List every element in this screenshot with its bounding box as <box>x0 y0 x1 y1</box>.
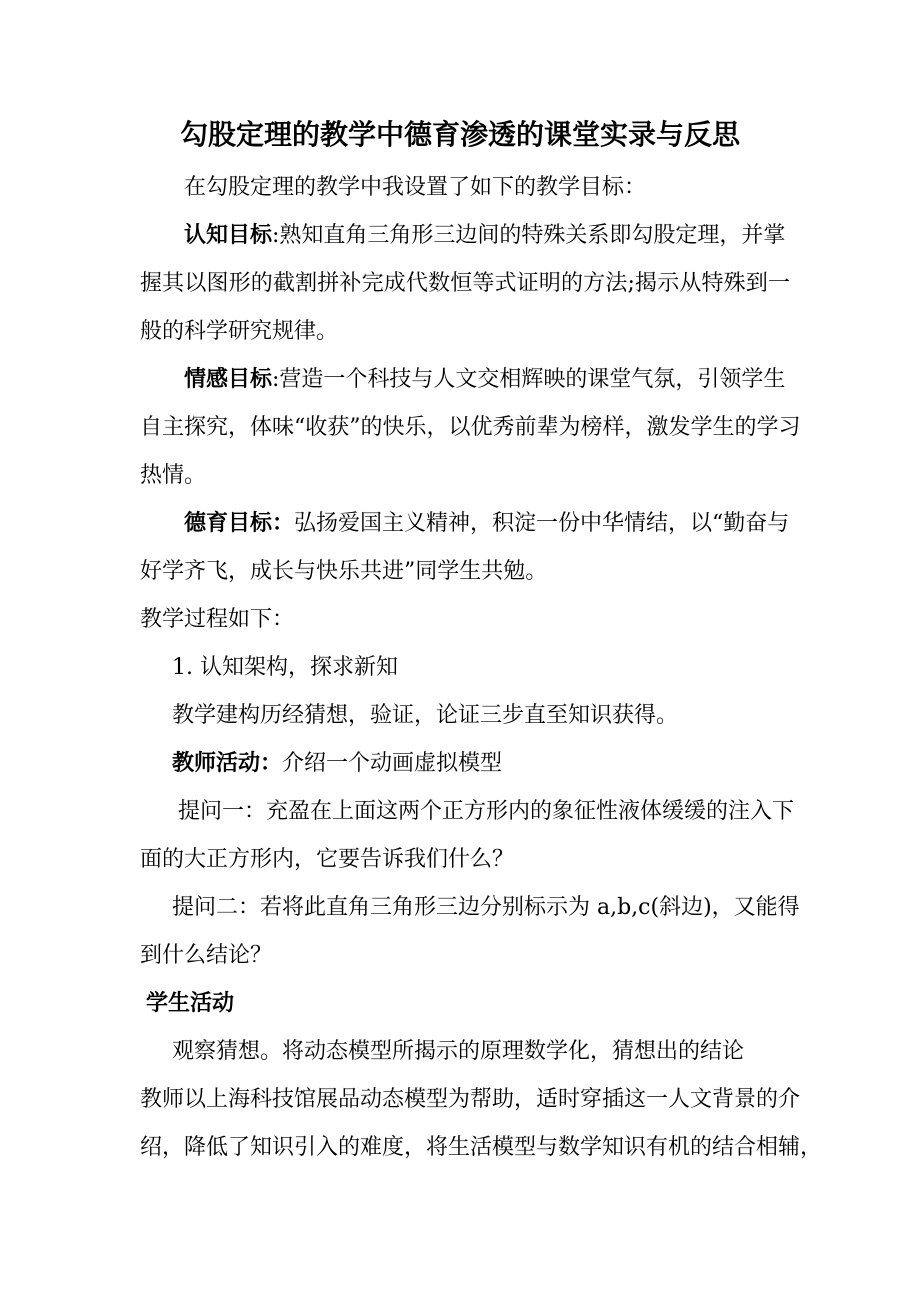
document-title: 勾股定理的教学中德育渗透的课堂实录与反思 <box>179 118 740 151</box>
observation-text: 观察猜想。将动态模型所揭示的原理数学化，猜想出的结论 <box>172 1039 745 1064</box>
cognitive-goal-line-2: 握其以图形的截割拼补完成代数恒等式证明的方法;揭示从特殊到一 <box>140 271 790 296</box>
moral-goal-line-1 <box>184 507 790 541</box>
teacher-activity-label: 教师活动： <box>172 751 283 776</box>
emotional-goal-text: :营造一个科技与人文交相辉映的课堂气氛，引领学生 <box>272 367 786 392</box>
cognitive-goal-text: :熟知直角三角形三边间的特殊关系即勾股定理，并掌 <box>272 223 786 248</box>
emotional-goal-line-2: 自主探究，体味“收获”的快乐，以优秀前辈为榜样，激发学生的学习 <box>140 415 801 440</box>
section1-heading: 1. 认知架构，探求新知 <box>172 655 398 680</box>
emotional-goal-label: 情感目标 <box>184 367 273 392</box>
teacher-activity-line <box>172 747 790 781</box>
cognitive-goal-line-3: 般的科学研究规律。 <box>140 319 339 344</box>
moral-goal-label: 德育目标： <box>184 511 295 536</box>
cognitive-goal-label: 认知目标 <box>184 223 273 248</box>
teacher-activity-text: 介绍一个动画虚拟模型 <box>282 751 503 776</box>
emotional-goal-line-3: 热情。 <box>140 463 207 488</box>
reflection-line-1: 教师以上海科技馆展品动态模型为帮助，适时穿插这一人文背景的介 <box>140 1087 801 1112</box>
section1-text: 教学建构历经猜想，验证，论证三步直至知识获得。 <box>172 703 679 728</box>
process-intro: 教学过程如下： <box>140 607 295 632</box>
question2-line-1: 提问二：若将此直角三角形三边分别标示为 a,b,c(斜边)，又能得 <box>172 895 800 920</box>
reflection-line-2: 绍，降低了知识引入的难度，将生活模型与数学知识有机的结合相辅， <box>140 1135 823 1160</box>
question2-line-2: 到什么结论？ <box>140 943 273 968</box>
student-activity-label: 学生活动 <box>146 991 235 1016</box>
moral-goal-text: 弘扬爱国主义精神，积淀一份中华情结，以“勤奋与 <box>294 511 790 536</box>
question1-line-1: 提问一：充盈在上面这两个正方形内的象征性液体缓缓的注入下 <box>178 799 795 824</box>
moral-goal-line-2: 好学齐飞，成长与快乐共进”同学生共勉。 <box>140 559 548 584</box>
question1-line-2: 面的大正方形内，它要告诉我们什么？ <box>140 847 515 872</box>
intro-paragraph: 在勾股定理的教学中我设置了如下的教学目标： <box>184 175 647 200</box>
cognitive-goal-line-1 <box>184 219 790 253</box>
emotional-goal-line-1 <box>184 363 790 397</box>
